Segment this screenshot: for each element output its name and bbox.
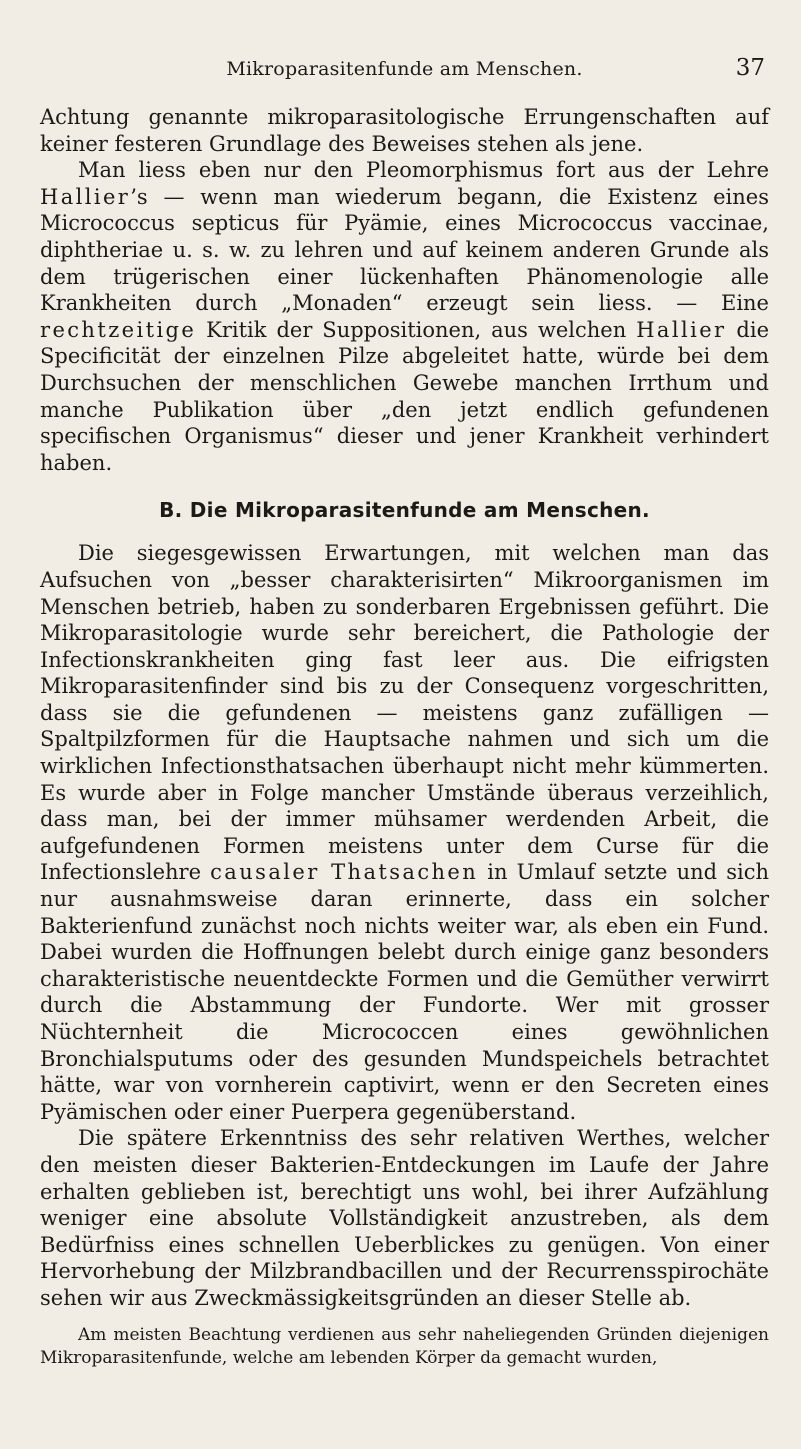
author-name-hallier: Hallier xyxy=(40,184,131,209)
page-number: 37 xyxy=(735,55,765,81)
running-head xyxy=(40,0,769,81)
book-page xyxy=(40,0,770,1368)
text-run: Die siegesgewissen Erwartungen, mit welchen man das Aufsuchen von „besser charakterisirten“ Mikroorganismen im Menschen betrieb, haben zu sonderbaren Ergebnissen geführt. Die Mikroparasitologie wurde sehr bereichert, die Pathologie der Infectionskrankheiten ging fast leer aus. Die eifrigsten Mikroparasitenfinder sind bis zu der Consequenz vorgeschritten, dass sie die gefundenen — meistens ganz zufälligen — Spaltpilzformen für die Hauptsache nahmen und sich um die wirklichen Infectionsthatsachen überhaupt nicht mehr kümmerten. Es wurde aber in Folge mancher Umstände überaus verzeihlich, dass man, bei der immer mühsamer werdenden Arbeit, die aufgefundenen Formen meistens unter dem Curse für die Infectionslehre xyxy=(40,541,769,885)
paragraph-continuation: Achtung genannte mikroparasitologische Errungenschaften auf keiner festeren Grundlage des Beweises stehen als jene. xyxy=(40,105,769,156)
running-title: Mikroparasitenfunde am Menschen. xyxy=(226,58,583,80)
emphasized-word: rechtzeitige xyxy=(40,317,197,342)
text-run: in Umlauf setzte und sich nur ausnahmsweise daran erinnerte, dass ein solcher Bakterienfund zunächst noch nichts weiter war, als eben ein Fund. Dabei wurden die Hoffnungen belebt durch einige ganz besonders charakteristische neuentdeckte Formen und die Gemüther verwirrt durch die Abstammung der Fundorte. Wer mit grosser Nüchternheit die Micrococcen eines gewöhnlichen Bronchialsputums oder des gesunden Mundspeichels betrachtet hätte, war von vornherein captivirt, wenn er den Secreten eines Pyämischen oder einer Puerpera gegenüberstand. xyxy=(40,860,769,1124)
paragraph-pleomorphismus xyxy=(40,157,769,476)
text-run: Man liess eben nur den Pleomorphismus fort aus der Lehre xyxy=(78,158,769,183)
paragraph-erwartungen xyxy=(40,540,769,1125)
paragraph-small-print: Am meisten Beachtung verdienen aus sehr naheliegenden Gründen diejenigen Mikroparasitenfunde, welche am lebenden Körper da gemacht wurden, xyxy=(40,1324,769,1368)
text-run: Kritik der Suppositionen, aus welchen xyxy=(196,317,637,342)
emphasized-phrase: causaler Thatsachen xyxy=(210,860,479,885)
text-run: die Specificität der einzelnen Pilze abgeleitet hatte, würde bei dem Durchsuchen der menschlichen Gewebe manchen Irrthum und manche Publikation über „den jetzt endlich gefundenen specifischen Organismus“ dieser und jener Krankheit verhindert haben. xyxy=(40,317,770,475)
text-run: ’s — wenn man wiederum begann, die Existenz eines Micrococcus septicus für Pyämie, eines Micrococcus vaccinae, diphtheriae u. s. w. zu lehren und auf keinem anderen Grunde als dem trügerischen einer lückenhaften Phänomenologie alle Krankheiten durch „Monaden“ erzeugt sein liess. — Eine xyxy=(40,184,769,316)
paragraph-erkenntniss: Die spätere Erkenntniss des sehr relativen Werthes, welcher den meisten dieser Bakterien-Entdeckungen im Laufe der Jahre erhalten geblieben ist, berechtigt uns wohl, bei ihrer Aufzählung weniger eine absolute Vollständigkeit anzustreben, als dem Bedürfniss eines schnellen Ueberblickes zu genügen. Von einer Hervorhebung der Milzbrandbacillen und der Recurrensspirochäte sehen wir aus Zweckmässigkeitsgründen an dieser Stelle ab. xyxy=(40,1126,769,1310)
section-heading: B. Die Mikroparasitenfunde am Menschen. xyxy=(159,498,650,523)
page-body xyxy=(40,104,769,1370)
author-name-hallier: Hallier xyxy=(636,317,727,342)
